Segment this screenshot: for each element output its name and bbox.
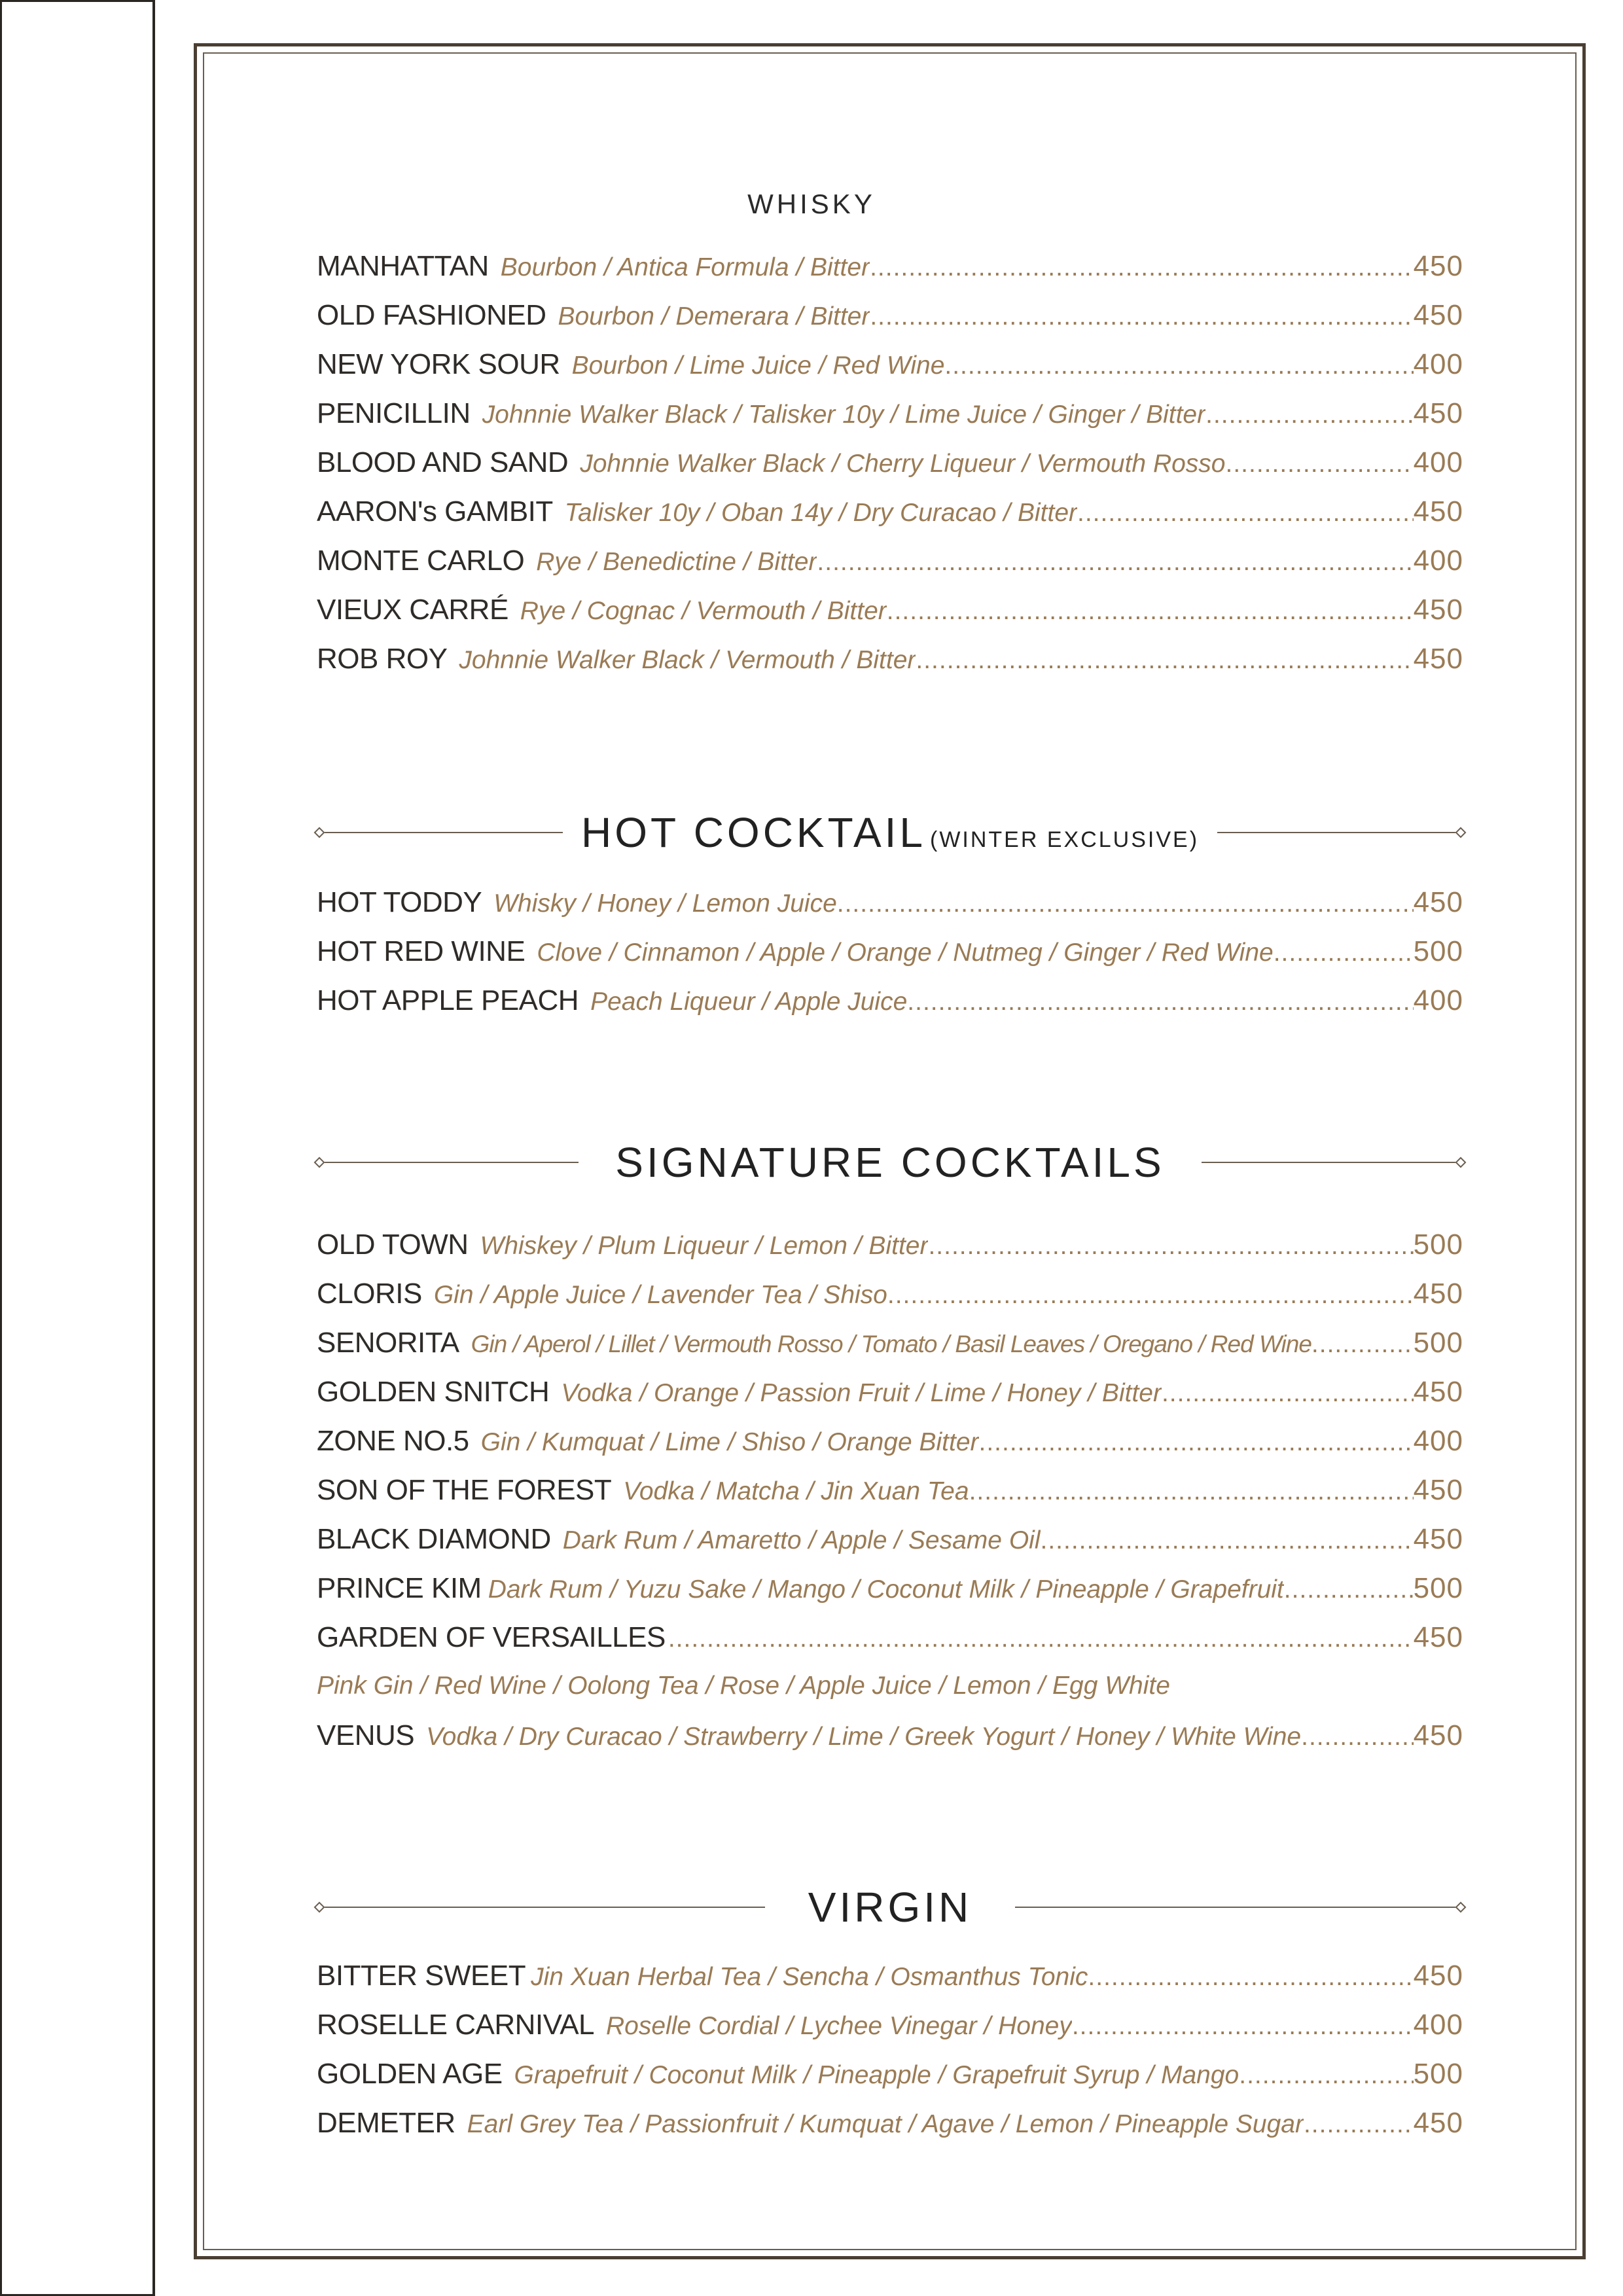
item-price: 400	[1413, 2009, 1463, 2041]
menu-item	[317, 299, 1463, 340]
menu-item	[317, 1229, 1463, 1269]
menu-item	[317, 2107, 1463, 2147]
item-ingredients: Johnnie Walker Black / Vermouth / Bitter	[459, 646, 916, 674]
item-ingredients: Rye / Cognac / Vermouth / Bitter	[520, 597, 887, 625]
item-price: 450	[1413, 1960, 1463, 1992]
menu-item	[317, 1474, 1463, 1515]
item-ingredients: Gin / Aperol / Lillet / Vermouth Rosso / Tomato / Basil Leaves / Oregano / Red Wine	[471, 1331, 1311, 1357]
item-price: 500	[1413, 1229, 1463, 1261]
item-ingredients: Rye / Benedictine / Bitter	[536, 548, 817, 576]
dot-leader	[1311, 1330, 1414, 1359]
item-price: 450	[1413, 1719, 1463, 1751]
item-price: 500	[1413, 1327, 1463, 1359]
item-ingredients: Clove / Cinnamon / Apple / Orange / Nutmeg / Ginger / Red Wine	[537, 939, 1274, 967]
item-name: OLD FASHIONED	[317, 299, 546, 331]
item-ingredients: Bourbon / Lime Juice / Red Wine	[571, 351, 945, 380]
item-name: VIEUX CARRÉ	[317, 594, 508, 626]
item-name: BLACK DIAMOND	[317, 1523, 551, 1555]
item-price: 400	[1413, 545, 1463, 577]
section-title: SIGNATURE COCKTAILS	[615, 1139, 1165, 1186]
item-price: 400	[1413, 984, 1463, 1016]
section-title-text: HOT COCKTAIL	[580, 809, 926, 856]
item-price: 450	[1413, 1523, 1463, 1555]
dot-leader	[837, 889, 1414, 918]
item-ingredients: Whisky / Honey / Lemon Juice	[493, 889, 837, 918]
heading-rule-right	[1015, 1907, 1463, 1908]
item-price: 450	[1413, 1278, 1463, 1310]
dot-leader	[870, 302, 1413, 331]
item-price: 450	[1413, 2107, 1463, 2139]
item-price: 400	[1413, 1425, 1463, 1457]
item-price: 450	[1413, 1621, 1463, 1653]
item-ingredients: Grapefruit / Coconut Milk / Pineapple / Grapefruit Syrup / Mango	[514, 2061, 1240, 2089]
item-name: SON OF THE FOREST	[317, 1474, 612, 1506]
item-price: 450	[1413, 1376, 1463, 1408]
dot-leader	[870, 253, 1414, 282]
menu-item	[317, 594, 1463, 634]
dot-leader	[979, 1428, 1414, 1457]
section-title: VIRGIN	[808, 1884, 972, 1931]
item-price: 450	[1413, 250, 1463, 282]
dot-leader	[928, 1232, 1413, 1261]
menu-item	[317, 2009, 1463, 2049]
item-ingredients: Dark Rum / Amaretto / Apple / Sesame Oil	[562, 1526, 1041, 1554]
item-name: GARDEN OF VERSAILLES	[317, 1621, 666, 1653]
item-ingredients: Earl Grey Tea / Passionfruit / Kumquat / Agave / Lemon / Pineapple Sugar	[467, 2110, 1304, 2138]
item-ingredients: Whiskey / Plum Liqueur / Lemon / Bitter	[480, 1232, 929, 1260]
dot-leader	[1274, 939, 1414, 967]
section-subtitle: (WINTER EXCLUSIVE)	[930, 827, 1200, 852]
dot-leader	[1304, 2110, 1414, 2139]
menu-item	[317, 1425, 1463, 1465]
section-heading-signature	[317, 1136, 1463, 1189]
item-name: GOLDEN SNITCH	[317, 1376, 550, 1408]
item-price: 450	[1413, 299, 1463, 331]
left-page-strip	[0, 0, 155, 2296]
section-heading-virgin	[317, 1881, 1463, 1933]
menu-item	[317, 397, 1463, 438]
item-name: MONTE CARLO	[317, 545, 525, 577]
item-ingredients: Dark Rum / Yuzu Sake / Mango / Coconut Milk / Pineapple / Grapefruit	[488, 1575, 1284, 1604]
item-name: BITTER SWEET	[317, 1960, 526, 1992]
menu-item	[317, 545, 1463, 585]
item-name: ROB ROY	[317, 643, 448, 675]
menu-item	[317, 1523, 1463, 1564]
item-ingredients: Gin / Apple Juice / Lavender Tea / Shiso	[433, 1281, 887, 1309]
item-name: DEMETER	[317, 2107, 455, 2139]
dot-leader	[1301, 1723, 1413, 1751]
section-title-whisky: WHISKY	[747, 188, 876, 219]
dot-leader	[1041, 1526, 1414, 1555]
item-ingredients-garden-of-versailles: Pink Gin / Red Wine / Oolong Tea / Rose / Apple Juice / Lemon / Egg White	[317, 1672, 1170, 1700]
dot-leader	[887, 1281, 1414, 1310]
dot-leader	[1088, 1963, 1413, 1992]
item-name: ZONE NO.5	[317, 1425, 469, 1457]
menu-item	[317, 1327, 1463, 1367]
dot-leader	[1239, 2061, 1413, 2090]
dot-leader	[887, 597, 1414, 626]
item-price: 450	[1413, 397, 1463, 429]
item-price: 500	[1413, 935, 1463, 967]
item-price: 400	[1413, 348, 1463, 380]
item-ingredients: Bourbon / Demerara / Bitter	[558, 302, 870, 331]
menu-item	[317, 348, 1463, 389]
dot-leader	[817, 548, 1413, 577]
item-ingredients: Gin / Kumquat / Lime / Shiso / Orange Bitter	[480, 1428, 979, 1456]
dot-leader	[1072, 2012, 1414, 2041]
item-price: 450	[1413, 495, 1463, 528]
dot-leader	[1162, 1379, 1414, 1408]
menu-item	[317, 1719, 1463, 1760]
item-name: HOT RED WINE	[317, 935, 526, 967]
item-name: AARON's GAMBIT	[317, 495, 553, 528]
item-price: 450	[1413, 594, 1463, 626]
item-ingredients: Vodka / Orange / Passion Fruit / Lime / Honey / Bitter	[561, 1379, 1162, 1407]
menu-item	[317, 1621, 1463, 1662]
heading-rule-left	[317, 832, 563, 833]
heading-rule-left	[317, 1907, 765, 1908]
menu-item	[317, 886, 1463, 927]
menu-item	[317, 984, 1463, 1025]
section-heading-hot-cocktail	[317, 806, 1463, 859]
menu-item	[317, 643, 1463, 683]
dot-leader	[944, 351, 1413, 380]
dot-leader	[1284, 1575, 1414, 1604]
menu-item	[317, 2058, 1463, 2098]
menu-item	[317, 1376, 1463, 1416]
dot-leader	[1226, 450, 1414, 478]
item-price: 450	[1413, 643, 1463, 675]
item-ingredients: Roselle Cordial / Lychee Vinegar / Honey	[606, 2012, 1072, 2040]
section-title	[563, 808, 1217, 857]
item-ingredients: Peach Liqueur / Apple Juice	[590, 988, 908, 1016]
dot-leader	[668, 1624, 1414, 1653]
item-name: PRINCE KIM	[317, 1572, 482, 1604]
dot-leader	[1077, 499, 1414, 528]
dot-leader	[916, 646, 1413, 675]
dot-leader	[1205, 401, 1413, 429]
heading-rule-right	[1202, 1162, 1463, 1163]
dot-leader	[969, 1477, 1414, 1506]
item-price: 450	[1413, 886, 1463, 918]
item-ingredients: Johnnie Walker Black / Cherry Liqueur / Vermouth Rosso	[580, 450, 1226, 478]
item-ingredients: Vodka / Matcha / Jin Xuan Tea	[623, 1477, 969, 1505]
menu-item	[317, 1960, 1463, 2000]
item-name: HOT TODDY	[317, 886, 482, 918]
item-ingredients: Talisker 10y / Oban 14y / Dry Curacao / Bitter	[564, 499, 1077, 527]
menu-item	[317, 1572, 1463, 1613]
item-name: MANHATTAN	[317, 250, 489, 282]
item-ingredients: Johnnie Walker Black / Talisker 10y / Lime Juice / Ginger / Bitter	[482, 401, 1206, 429]
item-name: SENORITA	[317, 1327, 459, 1359]
item-price: 500	[1413, 2058, 1463, 2090]
item-name: CLORIS	[317, 1278, 422, 1310]
item-price: 400	[1413, 446, 1463, 478]
item-ingredients: Bourbon / Antica Formula / Bitter	[500, 253, 870, 281]
item-name: HOT APPLE PEACH	[317, 984, 579, 1016]
heading-rule-right	[1217, 832, 1463, 833]
menu-item	[317, 1278, 1463, 1318]
heading-rule-left	[317, 1162, 579, 1163]
item-name: NEW YORK SOUR	[317, 348, 560, 380]
item-name: OLD TOWN	[317, 1229, 469, 1261]
menu-item	[317, 495, 1463, 536]
menu-item	[317, 250, 1463, 291]
item-name: PENICILLIN	[317, 397, 471, 429]
item-name: BLOOD AND SAND	[317, 446, 569, 478]
dot-leader	[907, 988, 1413, 1016]
item-price: 450	[1413, 1474, 1463, 1506]
item-name: ROSELLE CARNIVAL	[317, 2009, 595, 2041]
item-ingredients: Jin Xuan Herbal Tea / Sencha / Osmanthus Tonic	[531, 1963, 1088, 1991]
item-ingredients: Vodka / Dry Curacao / Strawberry / Lime / Greek Yogurt / Honey / White Wine	[426, 1723, 1302, 1751]
menu-item	[317, 935, 1463, 976]
item-name: GOLDEN AGE	[317, 2058, 503, 2090]
item-name: VENUS	[317, 1719, 415, 1751]
menu-item	[317, 446, 1463, 487]
item-price: 500	[1413, 1572, 1463, 1604]
